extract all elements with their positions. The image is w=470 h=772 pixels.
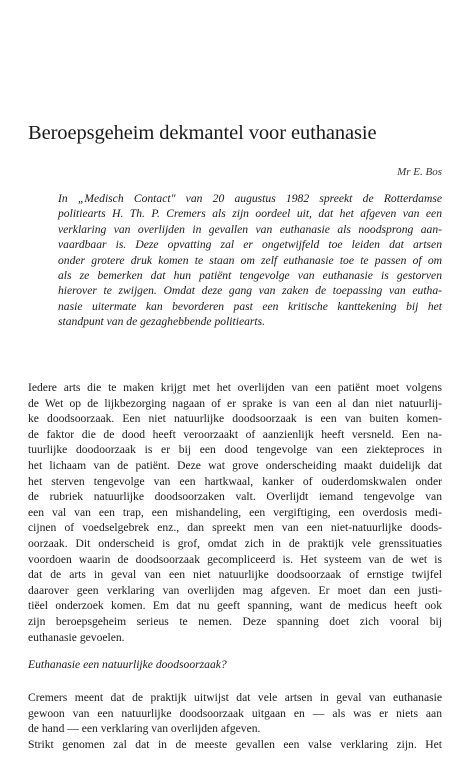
abstract-line: nasie uitermate kan bevorderen past een kritische kanttekening bij het	[58, 299, 442, 313]
abstract-line: verklaring van overlijden in gevallen van euthanasie als noodsprong aan-	[58, 222, 442, 236]
body-line: Iedere arts die te maken krijgt met het overlijden van een patiënt moet volgens	[28, 381, 442, 394]
abstract-line: In „Medisch Contact" van 20 augustus 1982 spreekt de Rotterdamse	[58, 192, 442, 205]
body-line: gewoon van een natuurlijke doodsoorzaak uitgaan en — als was er niets aan	[28, 706, 442, 720]
body-line: Strikt genomen zal dat in de meeste gevallen een valse verklaring zijn. Het	[28, 737, 442, 751]
body-line: dat de arts in geval van een niet natuurlijke doodsoorzaak of ernstige twijfel	[28, 568, 442, 582]
body-line: het lichaam van de patiënt. Deze wat grove onderscheiding maakt duidelijk dat	[28, 458, 442, 472]
body-line: ke doodsoorzaak. Een niet natuurlijke doodsoorzaak is een van buiten komen-	[28, 412, 442, 426]
article-title: Beroepsgeheim dekmantel voor euthanasie	[28, 122, 377, 144]
section-heading: Euthanasie een natuurlijke doodsoorzaak?	[28, 658, 227, 671]
body-line: zijn beroepsgeheim serieus te nemen. Deze spanning doet zich vooral bij	[28, 614, 442, 628]
section-body	[28, 690, 442, 752]
article-author: Mr E. Bos	[397, 166, 442, 178]
abstract-line: standpunt van de gezaghebbende politiearts.	[58, 315, 266, 329]
article-body	[28, 380, 442, 645]
body-line: tuurlijke doodoorzaak is er bij een dood tengevolge van een ziekteproces in	[28, 443, 442, 457]
body-line: daarover geen verklaring van overlijden mag afgeven. Er moet dan een justi-	[28, 583, 442, 597]
body-line: de Wet op de lijkbezorging nagaan of er sprake is van een al dan niet natuurlij-	[28, 396, 442, 410]
abstract-line: hierover te zwijgen. Omdat deze gang van zaken de toepassing van eutha-	[58, 284, 442, 298]
body-line: het sterven tengevolge van een hartkwaal, kanker of ouderdomskwalen onder	[28, 474, 442, 488]
body-line: een val van een trap, een mishandeling, een vergiftiging, een overdosis medi-	[28, 505, 442, 519]
body-line: tiëel onderzoek komen. Em dat nu geeft spanning, want de medicus heeft ook	[28, 599, 442, 613]
body-line: de faktor die de dood heeft veroorzaakt of aanzienlijk heeft versneld. Een na-	[28, 427, 442, 441]
abstract-line: als ze bemerken dat hun patiënt tengevolge van euthanasie is gestorven	[58, 269, 442, 283]
abstract-line: onder grotere druk komen te staan om zelf euthanasie toe te passen of om	[58, 253, 442, 267]
body-line: voordoen waarin de doodsoorzaak gecompliceerd is. Het systeem van de wet is	[28, 552, 442, 566]
abstract-line: vaardbaar is. Deze opvatting zal er ongetwijfeld toe leiden dat artsen	[58, 238, 442, 252]
body-line: de hand — een verklaring van overlijden afgeven.	[28, 722, 261, 736]
body-line: de rubriek natuurlijke doodsoorzaken valt. Overlijdt iemand tengevolge van	[28, 490, 442, 504]
body-line: oorzaak. Dit onderscheid is grof, omdat zich in de praktijk vele grenssituaties	[28, 536, 442, 550]
abstract-line: politiearts H. Th. P. Cremers als zijn oordeel uit, dat het afgeven van een	[58, 207, 442, 221]
body-line: cijnen of voedselgebrek enz., dan spreekt men van een niet-natuurlijke doods-	[28, 521, 442, 535]
article-abstract	[58, 191, 442, 330]
body-line: Cremers meent dat de praktijk uitwijst dat vele artsen in geval van euthanasie	[28, 691, 442, 704]
body-line: euthanasie gevoelen.	[28, 630, 125, 644]
